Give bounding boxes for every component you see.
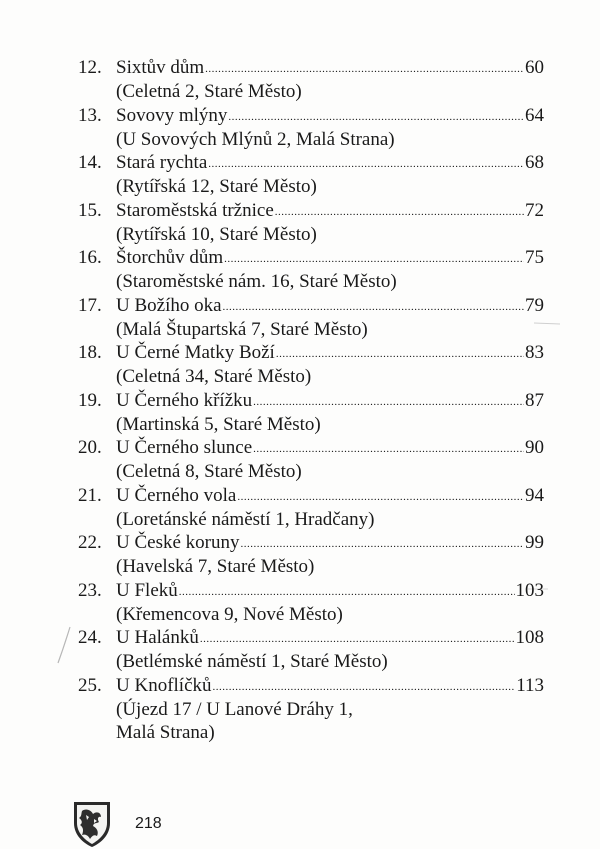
entry-title: U Černého křížku xyxy=(116,389,253,411)
entry-page-number: 90 xyxy=(525,437,544,458)
entry-page-number: 94 xyxy=(525,484,544,506)
toc-entry-line xyxy=(78,56,544,80)
entry-address: (Celetná 2, Staré Město) xyxy=(116,81,302,102)
entry-number: 16. xyxy=(78,247,102,268)
entry-title: U Fleků xyxy=(116,579,178,601)
entry-number: 13. xyxy=(78,104,102,126)
toc-entry-line xyxy=(78,579,544,603)
toc-entry xyxy=(78,626,544,674)
entry-number: 22. xyxy=(78,532,102,553)
toc-entry-line xyxy=(78,674,544,698)
dot-leader xyxy=(224,247,524,271)
entry-number: 23. xyxy=(78,579,102,601)
entry-address: (Křemencova 9, Nové Město) xyxy=(116,603,343,625)
entry-number: 25. xyxy=(78,674,102,696)
entry-number: 19. xyxy=(78,389,102,411)
toc-entry xyxy=(78,341,544,389)
entry-address: (Martinská 5, Staré Město) xyxy=(116,413,321,435)
entry-address: (Loretánské náměstí 1, Hradčany) xyxy=(116,508,375,530)
toc-entry-line xyxy=(78,531,544,555)
toc-entry xyxy=(78,579,544,627)
entry-address: (Betlémské náměstí 1, Staré Město) xyxy=(116,651,388,672)
entry-title: U Černého vola xyxy=(116,484,237,506)
toc-entry-line xyxy=(78,341,544,365)
entry-page-number: 75 xyxy=(525,247,544,268)
entry-number: 21. xyxy=(78,484,102,506)
toc-entry xyxy=(78,246,544,294)
toc-entry-line xyxy=(78,389,544,413)
entry-page-number: 79 xyxy=(525,294,544,316)
dot-leader xyxy=(200,627,515,651)
entry-title: Stará rychta xyxy=(116,152,208,173)
entry-address: Malá Strana) xyxy=(116,722,215,743)
table-of-contents xyxy=(78,56,544,745)
dot-leader xyxy=(253,437,524,461)
toc-entry-line xyxy=(78,436,544,460)
dot-leader xyxy=(253,390,524,414)
toc-entry-line xyxy=(78,104,544,128)
toc-entry-line xyxy=(78,199,544,223)
entry-page-number: 60 xyxy=(525,57,544,78)
entry-title: Štorchův dům xyxy=(116,247,224,268)
dot-leader xyxy=(240,532,524,556)
dot-leader xyxy=(223,295,524,319)
entry-address: (Staroměstské nám. 16, Staré Město) xyxy=(116,271,397,292)
entry-address: (Havelská 7, Staré Město) xyxy=(116,556,315,577)
entry-number: 20. xyxy=(78,437,102,458)
toc-entry xyxy=(78,436,544,484)
toc-entry xyxy=(78,294,544,342)
dot-leader xyxy=(276,342,524,366)
entry-address: (Celetná 34, Staré Město) xyxy=(116,366,312,387)
entry-address: (Malá Štupartská 7, Staré Město) xyxy=(116,318,368,340)
entry-page-number: 113 xyxy=(516,674,544,696)
toc-entry xyxy=(78,389,544,437)
entry-number: 17. xyxy=(78,294,102,316)
entry-address: (Újezd 17 / U Lanové Dráhy 1, xyxy=(116,698,353,720)
toc-entry-line xyxy=(78,484,544,508)
toc-entry xyxy=(78,531,544,579)
entry-page-number: 72 xyxy=(525,199,544,221)
entry-number: 14. xyxy=(78,152,102,173)
toc-entry-line xyxy=(78,246,544,270)
entry-page-number: 108 xyxy=(515,627,544,648)
dot-leader xyxy=(205,57,524,81)
entry-title: Sixtův dům xyxy=(116,57,205,78)
entry-title: U České koruny xyxy=(116,532,240,553)
entry-page-number: 68 xyxy=(525,152,544,173)
dot-leader xyxy=(237,485,524,509)
dot-leader xyxy=(228,105,524,129)
entry-number: 12. xyxy=(78,57,102,78)
entry-page-number: 64 xyxy=(525,104,544,126)
dot-leader xyxy=(213,675,516,699)
toc-entry xyxy=(78,104,544,152)
toc-entry xyxy=(78,199,544,247)
toc-entry-line xyxy=(78,626,544,650)
entry-address: (Rytířská 10, Staré Město) xyxy=(116,223,317,245)
entry-address: (Celetná 8, Staré Město) xyxy=(116,461,302,482)
entry-page-number: 87 xyxy=(525,389,544,411)
toc-entry xyxy=(78,484,544,532)
toc-entry xyxy=(78,674,544,746)
entry-title: U Halánků xyxy=(116,627,199,648)
dot-leader xyxy=(179,580,515,604)
dot-leader xyxy=(208,152,524,176)
entry-page-number: 103 xyxy=(515,579,544,601)
entry-number: 15. xyxy=(78,199,102,221)
entry-page-number: 99 xyxy=(525,532,544,553)
entry-title: U Božího oka xyxy=(116,294,222,316)
entry-number: 24. xyxy=(78,627,102,648)
entry-title: U Černého slunce xyxy=(116,437,253,458)
page-number: 218 xyxy=(135,815,162,832)
toc-entry-line xyxy=(78,294,544,318)
entry-title: Staroměstská tržnice xyxy=(116,199,274,221)
toc-entry xyxy=(78,56,544,104)
entry-address: (U Sovových Mlýnů 2, Malá Strana) xyxy=(116,128,395,150)
entry-title: U Knoflíčků xyxy=(116,674,212,696)
entry-page-number: 83 xyxy=(525,342,544,363)
entry-title: Sovovy mlýny xyxy=(116,104,228,126)
heraldic-shield-icon xyxy=(70,799,114,849)
toc-entry-line xyxy=(78,151,544,175)
entry-address: (Rytířská 12, Staré Město) xyxy=(116,176,317,197)
entry-number: 18. xyxy=(78,342,102,363)
entry-title: U Černé Matky Boží xyxy=(116,342,275,363)
dot-leader xyxy=(275,200,524,224)
toc-entry xyxy=(78,151,544,199)
